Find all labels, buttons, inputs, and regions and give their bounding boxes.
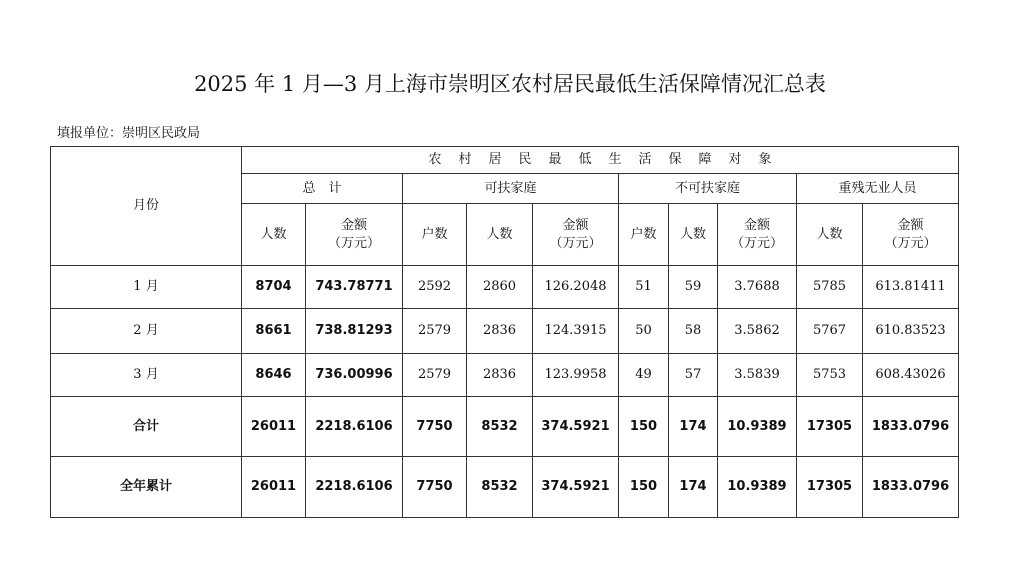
s-people-cell: 2836 [467, 354, 533, 397]
total-amount-cell: 738.81293 [306, 309, 403, 354]
table-row-subtotal [51, 397, 959, 457]
amount-label: 金额 [562, 217, 589, 233]
total-amount-cell: 743.78771 [306, 266, 403, 309]
d-people-cell: 5753 [797, 354, 863, 397]
s-amount-cell: 126.2048 [533, 266, 619, 309]
total-amount-header [306, 204, 403, 266]
total-people-cell: 26011 [242, 397, 306, 457]
s-households-header: 户数 [403, 204, 467, 266]
d-amount-cell: 613.81411 [863, 266, 959, 309]
amount-unit: （万元） [730, 235, 783, 251]
month-header: 月份 [51, 147, 242, 266]
total-people-cell: 8646 [242, 354, 306, 397]
d-people-cell: 5785 [797, 266, 863, 309]
amount-unit: （万元） [549, 235, 602, 251]
u-people-header: 人数 [669, 204, 718, 266]
row-month: 2 月 [51, 309, 242, 354]
d-amount-cell: 610.83523 [863, 309, 959, 354]
group-header: 农村居民最低生活保障对象 [242, 147, 959, 174]
total-header: 总 计 [242, 174, 403, 204]
s-amount-cell: 123.9958 [533, 354, 619, 397]
d-people-cell: 17305 [797, 457, 863, 518]
page-title: 2025 年 1 月—3 月上海市崇明区农村居民最低生活保障情况汇总表 [194, 72, 826, 96]
row-month: 3 月 [51, 354, 242, 397]
u-people-cell: 174 [669, 397, 718, 457]
s-people-cell: 2860 [467, 266, 533, 309]
d-people-header: 人数 [797, 204, 863, 266]
u-households-cell: 150 [619, 457, 669, 518]
d-amount-cell: 1833.0796 [863, 397, 959, 457]
u-amount-header [718, 204, 797, 266]
s-households-cell: 2592 [403, 266, 467, 309]
amount-label: 金额 [897, 217, 924, 233]
u-amount-cell: 3.5839 [718, 354, 797, 397]
s-people-header: 人数 [467, 204, 533, 266]
u-amount-cell: 10.9389 [718, 457, 797, 518]
disabled-header: 重残无业人员 [797, 174, 959, 204]
u-people-cell: 57 [669, 354, 718, 397]
total-people-cell: 8704 [242, 266, 306, 309]
u-households-cell: 49 [619, 354, 669, 397]
total-amount-cell: 2218.6106 [306, 457, 403, 518]
u-households-header: 户数 [619, 204, 669, 266]
s-amount-cell: 374.5921 [533, 397, 619, 457]
supportable-header: 可扶家庭 [403, 174, 619, 204]
total-amount-cell: 2218.6106 [306, 397, 403, 457]
s-households-cell: 2579 [403, 309, 467, 354]
table-row-annual-total [51, 457, 959, 518]
u-households-cell: 50 [619, 309, 669, 354]
u-households-cell: 51 [619, 266, 669, 309]
u-households-cell: 150 [619, 397, 669, 457]
row-month: 全年累计 [51, 457, 242, 518]
reporting-unit: 填报单位：崇明区民政局 [57, 126, 201, 141]
d-people-cell: 5767 [797, 309, 863, 354]
u-people-cell: 174 [669, 457, 718, 518]
total-people-header: 人数 [242, 204, 306, 266]
unsupportable-header: 不可扶家庭 [619, 174, 797, 204]
total-people-cell: 26011 [242, 457, 306, 518]
s-amount-cell: 374.5921 [533, 457, 619, 518]
s-people-cell: 2836 [467, 309, 533, 354]
u-people-cell: 58 [669, 309, 718, 354]
d-amount-cell: 1833.0796 [863, 457, 959, 518]
amount-label: 金额 [743, 217, 770, 233]
amount-label: 金额 [340, 217, 367, 233]
d-amount-header [863, 204, 959, 266]
s-people-cell: 8532 [467, 457, 533, 518]
total-people-cell: 8661 [242, 309, 306, 354]
d-amount-cell: 608.43026 [863, 354, 959, 397]
s-amount-header [533, 204, 619, 266]
amount-unit: （万元） [327, 235, 380, 251]
u-amount-cell: 3.5862 [718, 309, 797, 354]
table-row [51, 309, 959, 354]
s-households-cell: 7750 [403, 457, 467, 518]
summary-table [50, 146, 959, 518]
table-row [51, 354, 959, 397]
amount-unit: （万元） [884, 235, 937, 251]
u-amount-cell: 10.9389 [718, 397, 797, 457]
s-amount-cell: 124.3915 [533, 309, 619, 354]
s-households-cell: 2579 [403, 354, 467, 397]
row-month: 1 月 [51, 266, 242, 309]
d-people-cell: 17305 [797, 397, 863, 457]
row-month: 合计 [51, 397, 242, 457]
s-households-cell: 7750 [403, 397, 467, 457]
table-row [51, 266, 959, 309]
total-amount-cell: 736.00996 [306, 354, 403, 397]
u-people-cell: 59 [669, 266, 718, 309]
u-amount-cell: 3.7688 [718, 266, 797, 309]
s-people-cell: 8532 [467, 397, 533, 457]
